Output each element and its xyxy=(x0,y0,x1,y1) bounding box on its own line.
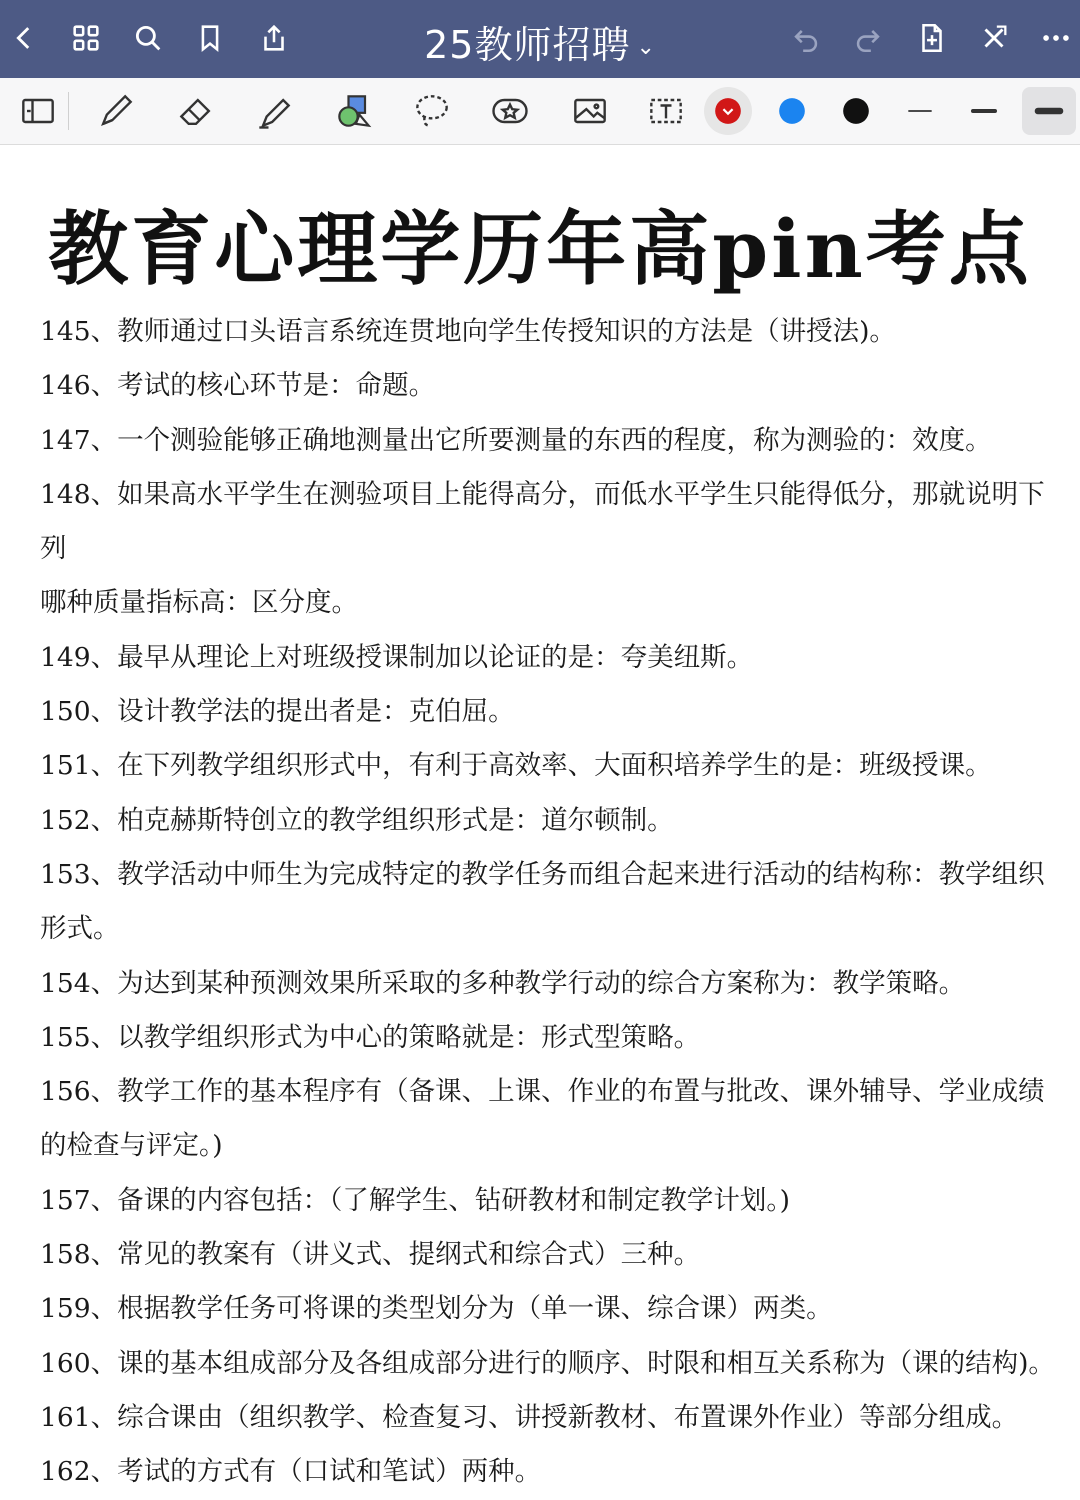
page-layout-icon[interactable] xyxy=(14,87,62,135)
highlighter-tool-icon[interactable] xyxy=(250,87,298,135)
color-blue-swatch[interactable] xyxy=(768,87,816,135)
more-icon[interactable] xyxy=(1036,18,1076,58)
list-item: 150、设计教学法的提出者是：克伯屈。 xyxy=(40,696,515,728)
list-item: 154、为达到某种预测效果所采取的多种教学行动的综合方案称为：教学策略。 xyxy=(40,967,966,999)
sticker-tool-icon[interactable] xyxy=(486,87,534,135)
list-item: 157、备课的内容包括：（了解学生、钻研教材和制定教学计划。) xyxy=(40,1184,790,1216)
page-heading: 教育心理学历年高pin考点 xyxy=(48,202,1032,296)
list-item: 162、考试的方式有（口试和笔试）两种。 xyxy=(40,1456,542,1488)
shapes-tool-icon[interactable] xyxy=(330,87,378,135)
color-black-swatch[interactable] xyxy=(832,87,880,135)
question-list xyxy=(40,305,1060,1500)
stroke-thick-option[interactable] xyxy=(1022,87,1076,135)
list-item: 149、最早从理论上对班级授课制加以论证的是：夸美纽斯。 xyxy=(40,641,754,673)
add-page-icon[interactable] xyxy=(912,18,952,58)
lasso-tool-icon[interactable] xyxy=(408,87,456,135)
pen-tool-icon[interactable] xyxy=(92,87,140,135)
color-red-swatch[interactable] xyxy=(704,87,752,135)
list-item: 153、教学活动中师生为完成特定的教学任务而组合起来进行活动的结构称：教学组织 形式。 xyxy=(40,858,1045,945)
eraser-tool-icon[interactable] xyxy=(172,87,220,135)
top-navigation-bar xyxy=(0,0,1080,78)
toolbar-divider xyxy=(68,92,69,130)
list-item: 147、一个测验能够正确地测量出它所要测量的东西的程度，称为测验的：效度。 xyxy=(40,424,992,456)
list-item: 156、教学工作的基本程序有（备课、上课、作业的布置与批改、课外辅导、学业成绩 的检查与评定。) xyxy=(40,1076,1045,1162)
list-item: 145、教师通过口头语言系统连贯地向学生传授知识的方法是（讲授法)。 xyxy=(40,316,896,347)
list-item: 159、根据教学任务可将课的类型划分为（单一课、综合课）两类。 xyxy=(40,1293,833,1325)
image-tool-icon[interactable] xyxy=(566,87,614,135)
text-tool-icon[interactable] xyxy=(642,87,690,135)
list-item: 160、课的基本组成部分及各组成部分进行的顺序、时限和相互关系称为（课的结构)。 xyxy=(40,1347,1055,1379)
list-item: 155、以教学组织形式为中心的策略就是：形式型策略。 xyxy=(40,1021,701,1053)
list-item: 158、常见的教案有（讲义式、提纲式和综合式）三种。 xyxy=(40,1239,701,1271)
redo-icon[interactable] xyxy=(848,18,888,58)
list-item: 152、柏克赫斯特创立的教学组织形式是：道尔顿制。 xyxy=(40,804,674,836)
chevron-down-icon: ⌄ xyxy=(636,35,656,60)
list-item: 161、综合课由（组织教学、检查复习、讲授新教材、布置课外作业）等部分组成。 xyxy=(40,1401,1019,1433)
undo-icon[interactable] xyxy=(786,18,826,58)
list-item: 148、如果高水平学生在测验项目上能得高分，而低水平学生只能得低分，那就说明下列 哪种质量指标高：区分度。 xyxy=(40,478,1045,619)
document-title-text: 25教师招聘 xyxy=(424,23,631,67)
stroke-thin-option[interactable] xyxy=(896,87,944,135)
list-item: 151、在下列教学组织形式中，有利于高效率、大面积培养学生的是：班级授课。 xyxy=(40,750,992,782)
list-item: 146、考试的核心环节是：命题。 xyxy=(40,370,436,402)
close-icon[interactable] xyxy=(974,18,1014,58)
drawing-toolbar xyxy=(0,78,1080,145)
stroke-medium-option[interactable] xyxy=(960,87,1008,135)
